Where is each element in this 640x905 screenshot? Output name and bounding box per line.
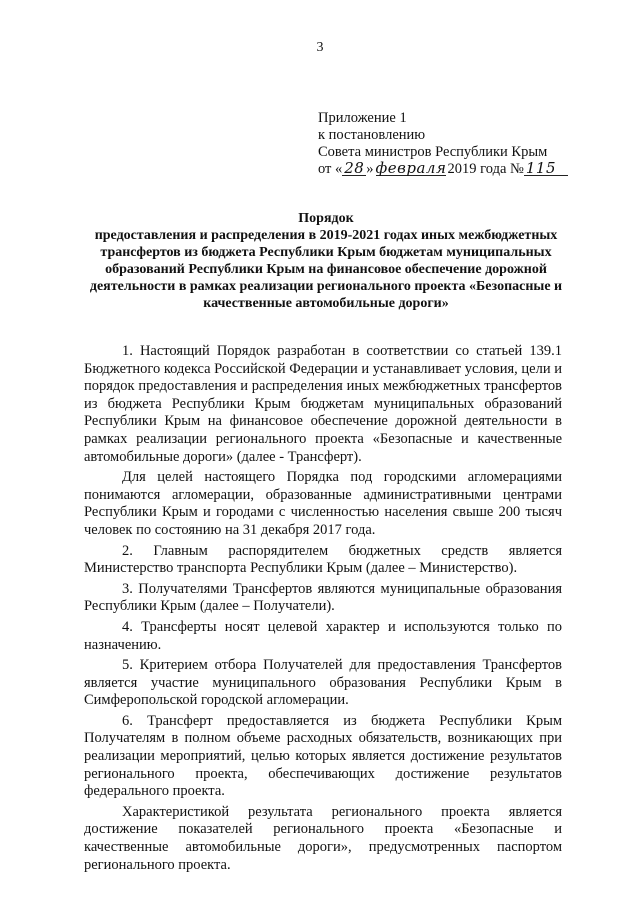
paragraph-6: 6. Трансферт предоставляется из бюджета Республики Крым Получателям в полном объеме расходных обязательств, возникающих при реализации мероприятий, целью которых является достижение результатов регионального проекта, обеспечивающих достижение результатов федерального проекта. (84, 712, 562, 800)
date-year: 2019 года № (447, 161, 524, 177)
appendix-line-2: к постановлению (318, 127, 426, 143)
paragraph-4: 4. Трансферты носят целевой характер и используются только по назначению. (84, 618, 562, 653)
appendix-line-3: Совета министров Республики Крым (318, 144, 548, 160)
document-body (84, 343, 562, 877)
title-subtitle: предоставления и распределения в 2019-2021 годах иных межбюджетных трансфертов из бюджета Республики Крым бюджетам муниципальных образований Республики Крым на финансовое обеспечение дорожной деятельности в рамках реализации регионального проекта «Безопасные и качественные автомобильные дороги» (89, 228, 563, 311)
appendix-block (318, 110, 568, 178)
page-number: 3 (316, 40, 324, 55)
handwritten-day: 28 (344, 159, 365, 177)
handwritten-month: февраля (375, 159, 447, 177)
paragraph-5: 5. Критерием отбора Получателей для предоставления Трансфертов является участие муниципального образования Республики Крым в Симферопольской городской агломерации. (84, 657, 562, 709)
paragraph-6-characteristic: Характеристикой результата регионального проекта является достижение показателей регионального проекта «Безопасные и качественные автомобильные дороги», предусмотренных паспортом регионального проекта. (84, 803, 562, 873)
date-prefix: от « (318, 161, 343, 177)
date-separator: » (366, 161, 374, 177)
handwritten-document-number: 115 (524, 162, 568, 176)
paragraph-1-definition: Для целей настоящего Порядка под городскими агломерациями понимаются агломерации, образованные административными центрами Республики Крым и городами с численностью населения свыше 200 тысяч человек по состоянию на 31 декабря 2017 года. (84, 469, 562, 538)
appendix-line-1: Приложение 1 (318, 110, 407, 126)
title-heading: Порядок (298, 211, 354, 226)
paragraph-3: 3. Получателями Трансфертов являются муниципальные образования Республики Крым (далее – Получатели). (84, 580, 562, 615)
appendix-date-line (318, 161, 568, 178)
paragraph-2: 2. Главным распорядителем бюджетных средств является Министерство транспорта Республики Крым (далее – Министерство). (84, 542, 562, 577)
paragraph-1: 1. Настоящий Порядок разработан в соответствии со статьей 139.1 Бюджетного кодекса Российской Федерации и устанавливает условия, цели и порядок предоставления и распределения иных межбюджетных трансфертов из бюджета Республики Крым бюджетам муниципальных образований Республики Крым на финансовое обеспечение дорожной деятельности в рамках реализации регионального проекта «Безопасные и качественные автомобильные дороги» (далее - Трансферт). (84, 343, 562, 465)
document-title (78, 210, 574, 312)
